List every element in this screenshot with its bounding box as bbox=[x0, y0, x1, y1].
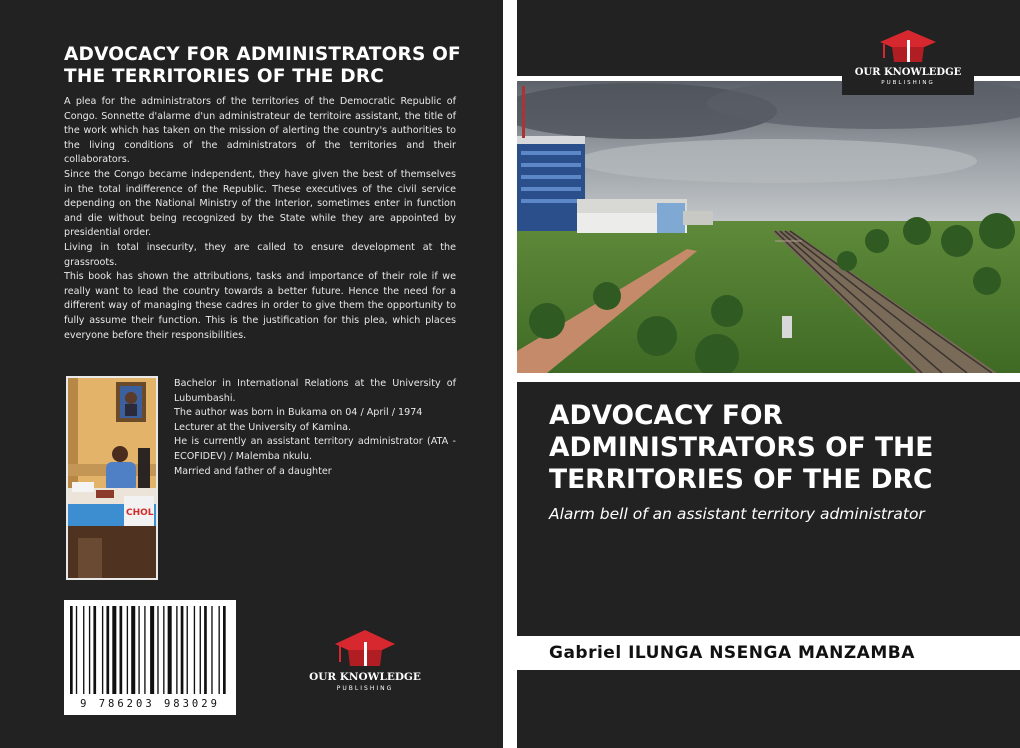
author-photo-illustration bbox=[68, 378, 156, 578]
barcode-bar bbox=[181, 606, 184, 694]
barcode-bar bbox=[138, 606, 139, 694]
barcode-bar bbox=[163, 606, 164, 694]
blurb-paragraph: A plea for the administrators of the territories of the Democratic Republic of Congo. Sonnette d'alarme d'un administrateur de territoire assistant, the title of the work which has taken on the mission of alerting the country's authorities to the living conditions of the administrators of the territories and their collaborators. bbox=[64, 96, 456, 166]
barcode-bar bbox=[93, 606, 96, 694]
blurb-paragraph: Living in total insecurity, they are called to ensure development at the grassroots. bbox=[64, 241, 456, 268]
barcode-bar bbox=[144, 606, 145, 694]
barcode-bar bbox=[76, 606, 77, 694]
barcode-bars bbox=[64, 600, 236, 698]
barcode-bar bbox=[106, 606, 109, 694]
back-cover bbox=[0, 0, 503, 748]
barcode-bar bbox=[131, 606, 135, 694]
barcode-bar bbox=[150, 606, 154, 694]
barcode-bar bbox=[157, 606, 158, 694]
barcode-bar bbox=[120, 606, 123, 694]
publisher-sub: PUBLISHING bbox=[336, 685, 394, 692]
barcode-bar bbox=[211, 606, 212, 694]
back-publisher-logo bbox=[300, 628, 430, 698]
spine bbox=[503, 0, 517, 748]
graduation-cap-logo-icon bbox=[300, 628, 430, 670]
barcode-bar bbox=[89, 606, 90, 694]
barcode-bar bbox=[168, 606, 172, 694]
barcode-bar bbox=[204, 606, 207, 694]
isbn-barcode bbox=[64, 600, 236, 715]
graduation-cap-logo-icon bbox=[842, 28, 974, 66]
barcode-bar bbox=[200, 606, 201, 694]
barcode-bar bbox=[102, 606, 103, 694]
bio-line: Married and father of a daughter bbox=[174, 465, 332, 477]
bio-line: He is currently an assistant territory administrator (ATA - ECOFIDEV) / Malemba nkulu. bbox=[174, 436, 456, 462]
railway-city-photo bbox=[517, 81, 1020, 373]
front-cover-subtitle: Alarm bell of an assistant territory administrator bbox=[549, 505, 925, 523]
barcode-bar bbox=[194, 606, 195, 694]
publisher-name: OUR KNOWLEDGE bbox=[309, 671, 421, 683]
blurb-paragraph: This book has shown the attributions, tasks and importance of their role if we really want to lead the country towards a better future. Hence the need for a different way of managing these cadres in order to give them the opportunity to fully assume their function. This is the justification for this plea, which places everyone before their responsibilities. bbox=[64, 271, 456, 341]
author-bio bbox=[174, 377, 456, 479]
barcode-bar bbox=[127, 606, 128, 694]
photo-sign-text: CHOL bbox=[126, 508, 154, 518]
blurb-paragraph: Since the Congo became independent, they have given the best of themselves in the total indifference of the Republic. These executives of the civil service depending on the National Ministry of the Interior, sometimes enter in function and die without being recognized by the State while they are appointed by presidential order. bbox=[64, 168, 456, 239]
back-cover-title: ADVOCACY FOR ADMINISTRATORS OF THE TERRITORIES OF THE DRC bbox=[64, 44, 461, 87]
barcode-bar bbox=[70, 606, 73, 694]
bio-line: Bachelor in International Relations at the University of Lubumbashi. bbox=[174, 378, 456, 404]
back-cover-blurb bbox=[64, 95, 456, 343]
author-band bbox=[517, 636, 1020, 670]
barcode-number: 9 786203 983029 bbox=[80, 698, 220, 710]
publisher-sub: PUBLISHING bbox=[881, 80, 935, 86]
front-cover-title: ADVOCACY FOR ADMINISTRATORS OF THE TERRITORIES OF THE DRC bbox=[549, 400, 934, 495]
front-publisher-logo bbox=[842, 28, 974, 95]
publisher-name: OUR KNOWLEDGE bbox=[854, 67, 962, 78]
barcode-bar bbox=[219, 606, 220, 694]
barcode-bar bbox=[112, 606, 116, 694]
author-photo bbox=[66, 376, 158, 580]
bio-line: Lecturer at the University of Kamina. bbox=[174, 421, 352, 433]
author-name: Gabriel ILUNGA NSENGA MANZAMBA bbox=[549, 643, 915, 663]
barcode-bar bbox=[176, 606, 177, 694]
cover-photo bbox=[517, 81, 1020, 373]
barcode-bar bbox=[187, 606, 188, 694]
barcode-bar bbox=[83, 606, 84, 694]
barcode-bar bbox=[223, 606, 226, 694]
bio-line: The author was born in Bukama on 04 / April / 1974 bbox=[174, 407, 423, 419]
